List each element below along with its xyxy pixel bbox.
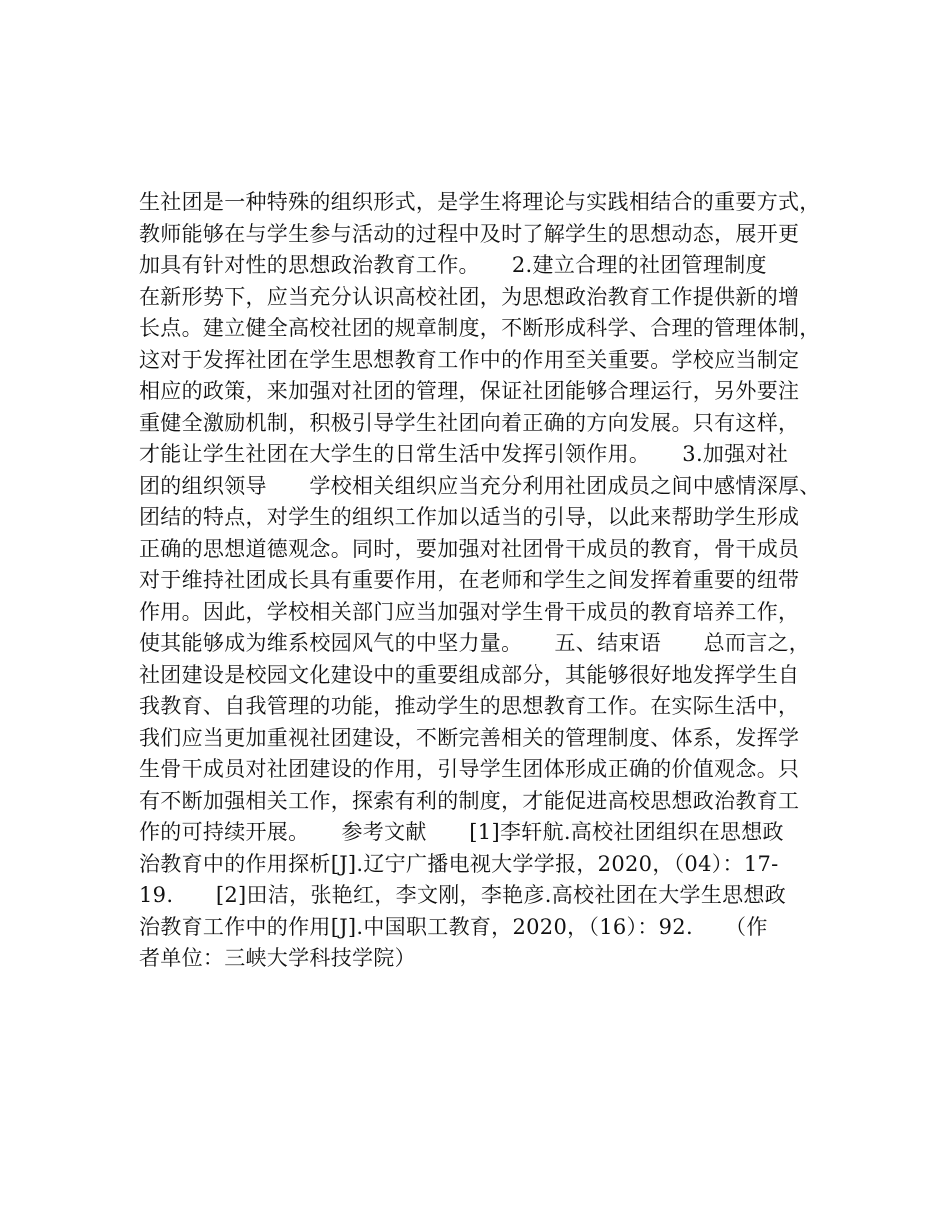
body-text xyxy=(139,187,829,975)
text-line: 作用。因此，学校相关部门应当加强对学生骨干成员的教育培养工作， xyxy=(139,599,800,624)
text-line: 团结的特点，对学生的组织工作加以适当的引导，以此来帮助学生形成 xyxy=(139,505,800,529)
text-line: 重健全激励机制，积极引导学生社团向着正确的方向发展。只有这样， xyxy=(139,410,800,435)
text-line: 19. [2]田洁，张艳红，李文刚，李艳彦.高校社团在大学生思想政 xyxy=(139,883,787,907)
text-line: 加具有针对性的思想政治教育工作。 2.建立合理的社团管理制度 xyxy=(139,253,810,277)
text-line: 生社团是一种特殊的组织形式，是学生将理论与实践相结合的重要方式， xyxy=(139,190,821,214)
text-line: 治教育工作中的作用[J].中国职工教育，2020，（16）：92. （作 xyxy=(139,914,768,939)
text-line: 我教育、自我管理的功能，推动学生的思想教育工作。在实际生活中， xyxy=(139,694,800,718)
text-line: 我们应当更加重视社团建设，不断完善相关的管理制度、体系，发挥学 xyxy=(139,725,800,750)
text-line: 这对于发挥社团在学生思想教育工作中的作用至关重要。学校应当制定 xyxy=(139,347,800,372)
text-line: 社团建设是校园文化建设中的重要组成部分，其能够很好地发挥学生自 xyxy=(139,662,800,687)
text-line: 治教育中的作用探析[J].辽宁广播电视大学学报，2020，（04）：17- xyxy=(139,851,779,876)
text-line: 在新形势下，应当充分认识高校社团，为思想政治教育工作提供新的增 xyxy=(139,284,800,309)
text-line: 团的组织领导 学校相关组织应当充分利用社团成员之间中感情深厚、 xyxy=(139,473,821,498)
text-line: 对于维持社团成长具有重要作用，在老师和学生之间发挥着重要的纽带 xyxy=(139,568,800,592)
text-line: 正确的思想道德观念。同时，要加强对社团骨干成员的教育，骨干成员 xyxy=(139,536,800,561)
text-line: 长点。建立健全高校社团的规章制度，不断形成科学、合理的管理体制， xyxy=(139,316,821,340)
text-line: 生骨干成员对社团建设的作用，引导学生团体形成正确的价值观念。只 xyxy=(139,757,800,781)
text-line: 使其能够成为维系校园风气的中坚力量。 五、结束语 总而言之， xyxy=(139,631,811,655)
text-line: 才能让学生社团在大学生的日常生活中发挥引领作用。 3.加强对社 xyxy=(139,442,789,466)
text-line: 者单位：三峡大学科技学院） xyxy=(139,946,416,970)
text-line: 相应的政策，来加强对社团的管理，保证社团能够合理运行，另外要注 xyxy=(139,379,800,403)
text-line: 有不断加强相关工作，探索有利的制度，才能促进高校思想政治教育工 xyxy=(139,788,800,813)
text-line: 教师能够在与学生参与活动的过程中及时了解学生的思想动态，展开更 xyxy=(139,221,800,246)
text-line: 作的可持续开展。 参考文献 [1]李轩航.高校社团组织在思想政 xyxy=(139,820,784,844)
